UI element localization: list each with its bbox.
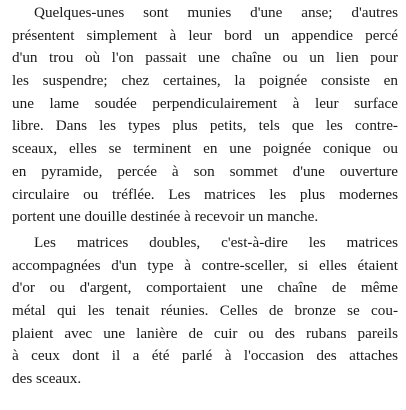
- text-line: les suspendre; chez certaines, la poignée consiste en: [12, 72, 398, 90]
- text-line: portent une douille destinée à recevoir un manche.: [12, 208, 319, 226]
- text-line: sceaux, elles se terminent en une poignée conique ou: [12, 140, 398, 158]
- document-page: [12, 2, 398, 391]
- text-line: des sceaux.: [12, 370, 82, 387]
- text-line: libre. Dans les types plus petits, tels que les contre-: [12, 117, 398, 135]
- text-line: présentent simplement à leur bord un appendice percé: [12, 26, 398, 44]
- text-line: une lame soudée perpendiculairement à leur surface: [12, 94, 398, 112]
- text-line: Les matrices doubles, c'est-à-dire les matrices: [34, 233, 398, 251]
- text-line: d'or ou d'argent, comportaient une chaîne de même: [12, 279, 398, 297]
- paragraph-1: [12, 2, 398, 229]
- text-line: Quelques-unes sont munies d'une anse; d'autres: [34, 4, 398, 21]
- text-line: métal qui les tenait réunies. Celles de bronze se cou-: [12, 301, 398, 319]
- text-line: en pyramide, percée à son sommet d'une ouverture: [12, 162, 398, 180]
- text-line: plaient avec une lanière de cuir ou des rubans pareils: [12, 324, 398, 342]
- text-line: à ceux dont il a été parlé à l'occasion des attaches: [12, 347, 398, 365]
- text-line: accompagnées d'un type à contre-sceller, si elles étaient: [12, 256, 398, 274]
- paragraph-2: [12, 232, 398, 391]
- text-line: d'un trou où l'on passait une chaîne ou un lien pour: [12, 49, 398, 67]
- text-line: circulaire ou tréflée. Les matrices les plus modernes: [12, 185, 398, 203]
